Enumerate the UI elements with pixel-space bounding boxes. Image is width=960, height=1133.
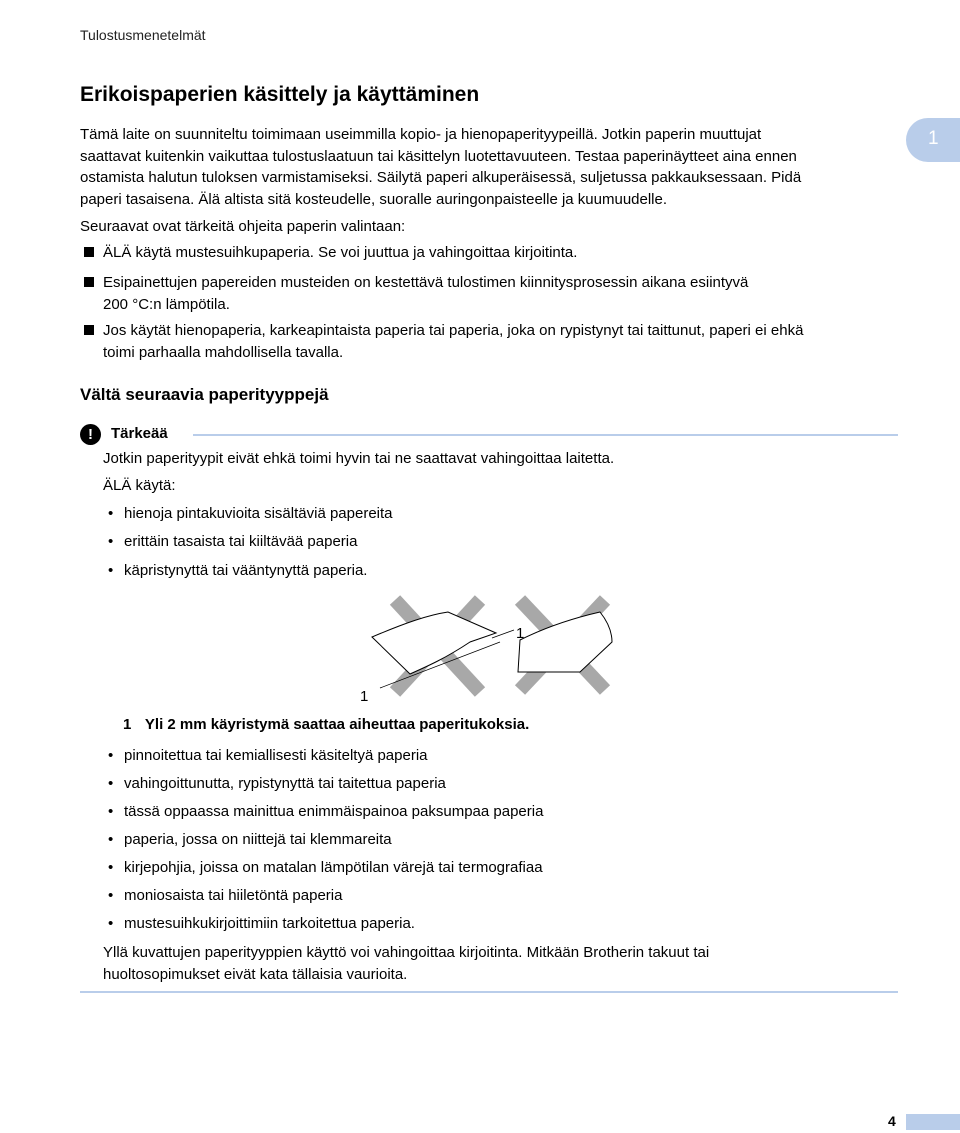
warning-line: Yllä kuvattujen paperityyppien käyttö voi vahingoittaa kirjoitinta. Mitkään Brotherin takuut tai — [103, 944, 710, 961]
bullet-dot-icon: • — [108, 533, 114, 550]
exclamation-icon: ! — [80, 424, 101, 445]
bullet-dot-icon: • — [108, 775, 114, 792]
guideline-line: 200 °C:n lämpötila. — [103, 295, 230, 313]
avoid-item: tässä oppaassa mainittua enimmäispainoa paksumpaa paperia — [124, 803, 544, 820]
square-bullet-icon — [84, 277, 94, 287]
warning-paragraph — [103, 942, 709, 985]
figure-label-right: 1 — [516, 625, 525, 642]
bullet-dot-icon: • — [108, 831, 114, 848]
avoid-item: käpristynyttä tai vääntynyttä paperia. — [124, 562, 368, 579]
figure-caption — [123, 716, 529, 733]
bullet-dot-icon: • — [108, 915, 114, 932]
dimension-line — [492, 630, 514, 638]
page-title: Erikoispaperien käsittely ja käyttäminen — [80, 83, 480, 106]
bullet-dot-icon: • — [108, 887, 114, 904]
curled-paper-figure — [350, 590, 630, 705]
intro-line: paperi tasaisena. Älä altista sitä kosteudelle, suoralle auringonpaisteelle ja kuumuudelle. — [80, 190, 668, 208]
avoid-item: erittäin tasaista tai kiiltävää paperia — [124, 533, 358, 550]
curled-sheet-left — [372, 612, 496, 674]
guideline-item — [103, 272, 748, 315]
running-header: Tulostusmenetelmät — [80, 27, 206, 43]
important-divider — [193, 434, 898, 436]
important-text: Jotkin paperityypit eivät ehkä toimi hyvin tai ne saattavat vahingoittaa laitetta. — [103, 450, 615, 467]
avoid-item: paperia, jossa on niittejä tai klemmareita — [124, 831, 392, 848]
guideline-line: toimi parhaalla mahdollisella tavalla. — [103, 343, 344, 361]
intro-line: Tämä laite on suunniteltu toimimaan useimmilla kopio- ja hienopaperityypeillä. Jotkin paperin muuttujat — [80, 126, 762, 143]
guideline-line: Esipainettujen papereiden musteiden on kestettävä tulostimen kiinnitysprosessin aikana esiintyvä — [103, 274, 749, 291]
chapter-number: 1 — [928, 128, 939, 149]
bullet-dot-icon: • — [108, 859, 114, 876]
avoid-item: moniosaista tai hiiletöntä paperia — [124, 887, 343, 904]
avoid-item: hienoja pintakuvioita sisältäviä papereita — [124, 505, 393, 522]
caption-number: 1 — [123, 716, 132, 733]
avoid-item: pinnoitettua tai kemiallisesti käsiteltyä paperia — [124, 747, 428, 764]
bullet-dot-icon: • — [108, 803, 114, 820]
do-not-use-label: ÄLÄ käytä: — [103, 477, 176, 494]
intro-paragraph — [80, 124, 801, 210]
bullet-dot-icon: • — [108, 562, 114, 579]
important-end-divider — [80, 991, 898, 993]
page-number: 4 — [888, 1113, 896, 1129]
avoid-item: mustesuihkukirjoittimiin tarkoitettua paperia. — [124, 915, 415, 932]
guideline-item — [103, 320, 803, 363]
guidelines-intro: Seuraavat ovat tärkeitä ohjeita paperin valintaan: — [80, 218, 406, 235]
page-number-bar — [906, 1114, 960, 1130]
section-heading: Vältä seuraavia paperityyppejä — [80, 385, 329, 404]
bullet-dot-icon: • — [108, 747, 114, 764]
intro-line: ostamista halutun tuloksen varmistamiseksi. Säilytä paperi alkuperäisessä, suljetussa pakkauksessaan. Pidä — [80, 169, 802, 186]
intro-line: saattavat kuitenkin vaikuttaa tulostuslaatuun tai käsittelyn luotettavuuteen. Testaa paperinäytteet aina ennen — [80, 147, 797, 165]
figure-label-left: 1 — [360, 688, 369, 705]
warning-line: huoltosopimukset eivät kata tällaisia vaurioita. — [103, 965, 408, 983]
avoid-item: kirjepohjia, joissa on matalan lämpötilan värejä tai termografiaa — [124, 859, 543, 876]
guideline-item — [103, 242, 577, 264]
important-header — [80, 424, 898, 446]
avoid-item: vahingoittunutta, rypistynyttä tai taitettua paperia — [124, 775, 446, 792]
guideline-line: ÄLÄ käytä mustesuihkupaperia. Se voi juuttua ja vahingoittaa kirjoitinta. — [103, 244, 578, 261]
guideline-line: Jos käytät hienopaperia, karkeapintaista paperia tai paperia, joka on rypistynyt tai taittunut, paperi ei ehkä — [103, 322, 804, 339]
chapter-tab — [906, 118, 960, 162]
bullet-dot-icon: • — [108, 505, 114, 522]
square-bullet-icon — [84, 247, 94, 257]
important-label: Tärkeää — [111, 425, 168, 442]
square-bullet-icon — [84, 325, 94, 335]
caption-text: Yli 2 mm käyristymä saattaa aiheuttaa paperitukoksia. — [144, 716, 530, 733]
